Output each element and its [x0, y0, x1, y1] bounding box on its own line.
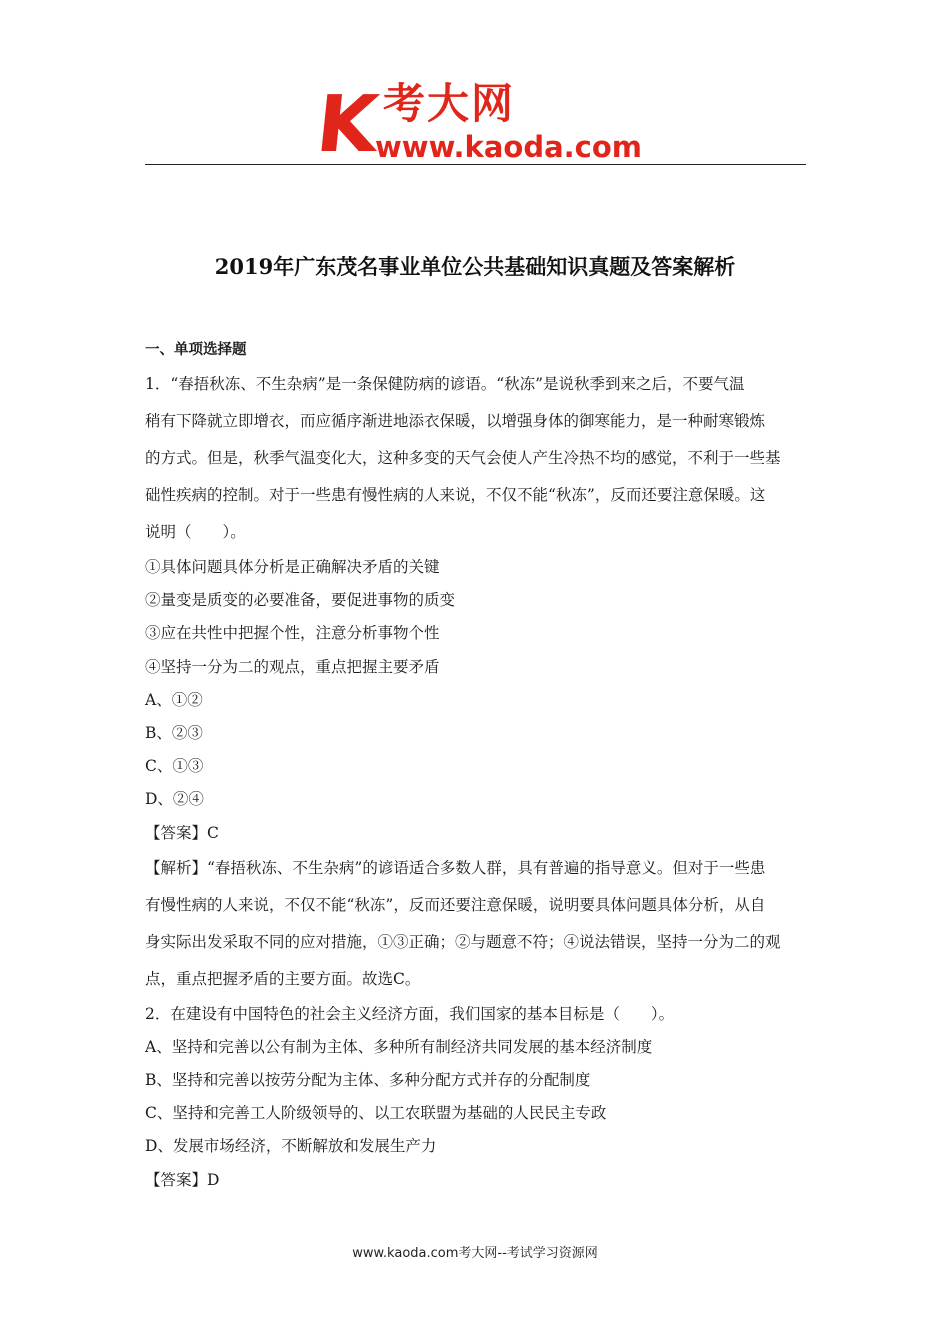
q1-analysis-line: 有慢性病的人来说，不仅不能“秋冻”，反而还要注意保暖，说明要具体问题具体分析，从自 [145, 895, 766, 914]
q1-analysis-line: 身实际出发采取不同的应对措施，①③正确；②与题意不符；④说法错误，坚持一分为二的观 [145, 932, 781, 951]
q1-answer: 【答案】C [145, 823, 219, 842]
document-title: 2019年广东茂名事业单位公共基础知识真题及答案解析 [214, 254, 736, 279]
q1-analysis-line: 【解析】“春捂秋冻、不生杂病”的谚语适合多数人群，具有普遍的指导意义。但对于一些患 [145, 858, 766, 877]
q1-option-c: C、①③ [145, 757, 204, 776]
logo-url: www.kaoda.com [375, 130, 642, 164]
q1-stem-line: 1．“春捂秋冻、不生杂病”是一条保健防病的谚语。“秋冻”是说秋季到来之后，不要气温 [145, 375, 745, 393]
q2-answer: 【答案】D [145, 1170, 220, 1189]
section-heading: 一、单项选择题 [145, 342, 247, 358]
q1-stem-line: 说明（ ）。 [145, 523, 246, 541]
page-header [145, 72, 806, 170]
kaoda-logo[interactable] [312, 79, 647, 170]
q2-option-c: C、坚持和完善工人阶级领导的、以工农联盟为基础的人民民主专政 [145, 1104, 607, 1123]
q1-statement: ③应在共性中把握个性，注意分析事物个性 [145, 624, 440, 643]
q1-analysis-line: 点，重点把握矛盾的主要方面。故选C。 [145, 969, 421, 988]
page-footer[interactable]: www.kaoda.com考大网--考试学习资源网 [352, 1246, 598, 1261]
q1-statement: ④坚持一分为二的观点，重点把握主要矛盾 [145, 657, 440, 676]
q1-option-d: D、②④ [145, 790, 204, 809]
q1-statement: ①具体问题具体分析是正确解决矛盾的关键 [145, 558, 440, 576]
document-body [145, 334, 807, 1197]
logo-site-name: 考大网 [383, 79, 516, 128]
q1-stem-line: 稍有下降就立即增衣，而应循序渐进地添衣保暖，以增强身体的御寒能力，是一种耐寒锻炼 [145, 412, 766, 430]
q1-stem-line: 础性疾病的控制。对于一些患有慢性病的人来说，不仅不能“秋冻”，反而还要注意保暖。这 [145, 486, 766, 504]
q1-stem-line: 的方式。但是，秋季气温变化大，这种多变的天气会使人产生冷热不均的感觉，不利于一些基 [145, 449, 781, 467]
q2-stem: 2．在建设有中国特色的社会主义经济方面，我们国家的基本目标是（ ）。 [145, 1004, 675, 1023]
q1-statement: ②量变是质变的必要准备，要促进事物的质变 [145, 591, 456, 610]
logo-k-mark: K [312, 80, 383, 170]
q2-option-d: D、发展市场经济，不断解放和发展生产力 [145, 1137, 437, 1156]
q2-option-b: B、坚持和完善以按劳分配为主体、多种分配方式并存的分配制度 [145, 1071, 591, 1090]
q1-option-b: B、②③ [145, 723, 203, 742]
header-divider [145, 164, 806, 165]
q2-option-a: A、坚持和完善以公有制为主体、多种所有制经济共同发展的基本经济制度 [145, 1037, 653, 1056]
q1-option-a: A、①② [145, 690, 203, 709]
